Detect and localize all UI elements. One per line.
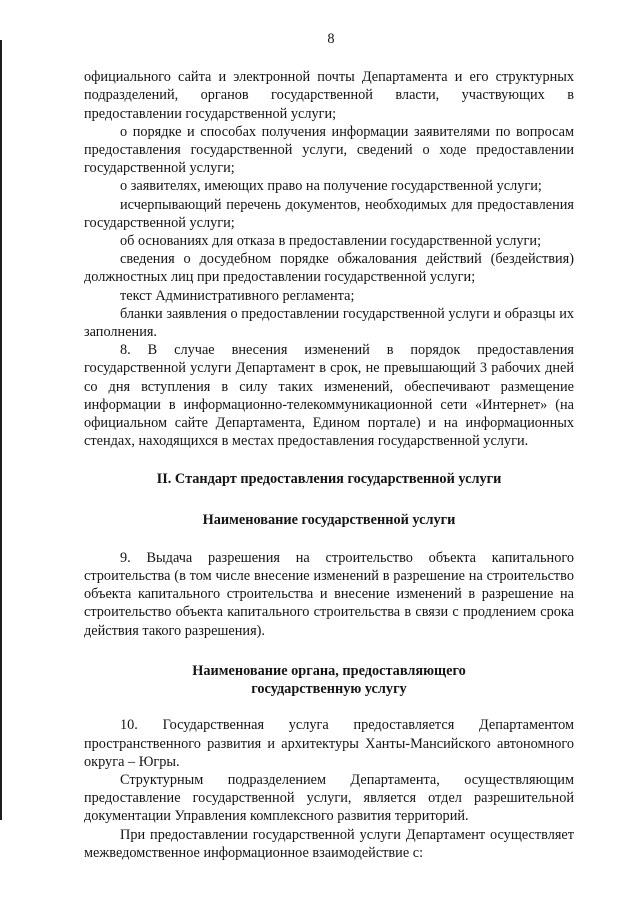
paragraph-8: 8. В случае внесения изменений в порядок предоставления государственной услуги Департамент в срок, не превышающий 3 рабочих дней со дня вступления в силу таких изменений, обеспечивают размещение информации в информационно-телекоммуникационной сети «Интернет» (на официальном сайте Департамента, Едином портале) и на информационных стендах, находящихся в местах предоставления государственной услуги. [84, 342, 574, 450]
paragraph-regulation-text: текст Административного регламента; [120, 287, 355, 304]
paragraph-9: 9. Выдача разрешения на строительство объекта капитального строительства (в том числе внесение изменений в разрешение на строительство объекта капитального строительства и внесение изменений в разрешение на строительство объекта капитального строительства в связи с продлением срока действия такого разрешения). [84, 549, 574, 639]
paragraph-10: 10. Государственная услуга предоставляется Департаментом пространственного развития и архитектуры Ханты-Мансийского автономного округа – Югры. [84, 717, 574, 770]
paragraph-applicants: о заявителях, имеющих право на получение государственной услуги; [120, 178, 542, 195]
subheading-service-name: Наименование государственной услуги [202, 511, 456, 528]
subheading-authority [84, 662, 574, 698]
scan-margin-line [0, 40, 2, 820]
paragraph-appeal-procedure: сведения о досудебном порядке обжалования действий (бездействия) должностных лиц при предоставлении государственной услуги; [84, 251, 574, 286]
paragraph-refusal-grounds: об основаниях для отказа в предоставлении государственной услуги; [120, 233, 542, 250]
paragraph-structural-unit: Структурным подразделением Департамента, осуществляющим предоставление государственной услуги, является отдел разрешительной документации Управления комплексного развития территорий. [84, 771, 574, 825]
paragraph-interaction: При предоставлении государственной услуги Департамент осуществляет межведомственное информационное взаимодействие с: [84, 826, 574, 861]
subheading-authority-line2: государственную услугу [251, 681, 407, 698]
paragraph-info-methods: о порядке и способах получения информации заявителями по вопросам предоставления государственной услуги, сведений о ходе предоставлении государственной услуги; [84, 123, 574, 177]
subheading-authority-line1: Наименование органа, предоставляющего [192, 662, 466, 679]
paragraph-contacts: официального сайта и электронной почты Департамента и его структурных подразделений, органов государственной власти, участвующих в предоставлении государственной услуги; [84, 69, 574, 122]
section-title: II. Стандарт предоставления государственной услуги [156, 471, 502, 488]
document-page [84, 30, 574, 862]
page-number: 8 [327, 31, 335, 47]
paragraph-documents-list: исчерпывающий перечень документов, необходимых для предоставления государственной услуги; [84, 196, 574, 231]
paragraph-forms: бланки заявления о предоставлении государственной услуги и образцы их заполнения. [84, 305, 574, 341]
